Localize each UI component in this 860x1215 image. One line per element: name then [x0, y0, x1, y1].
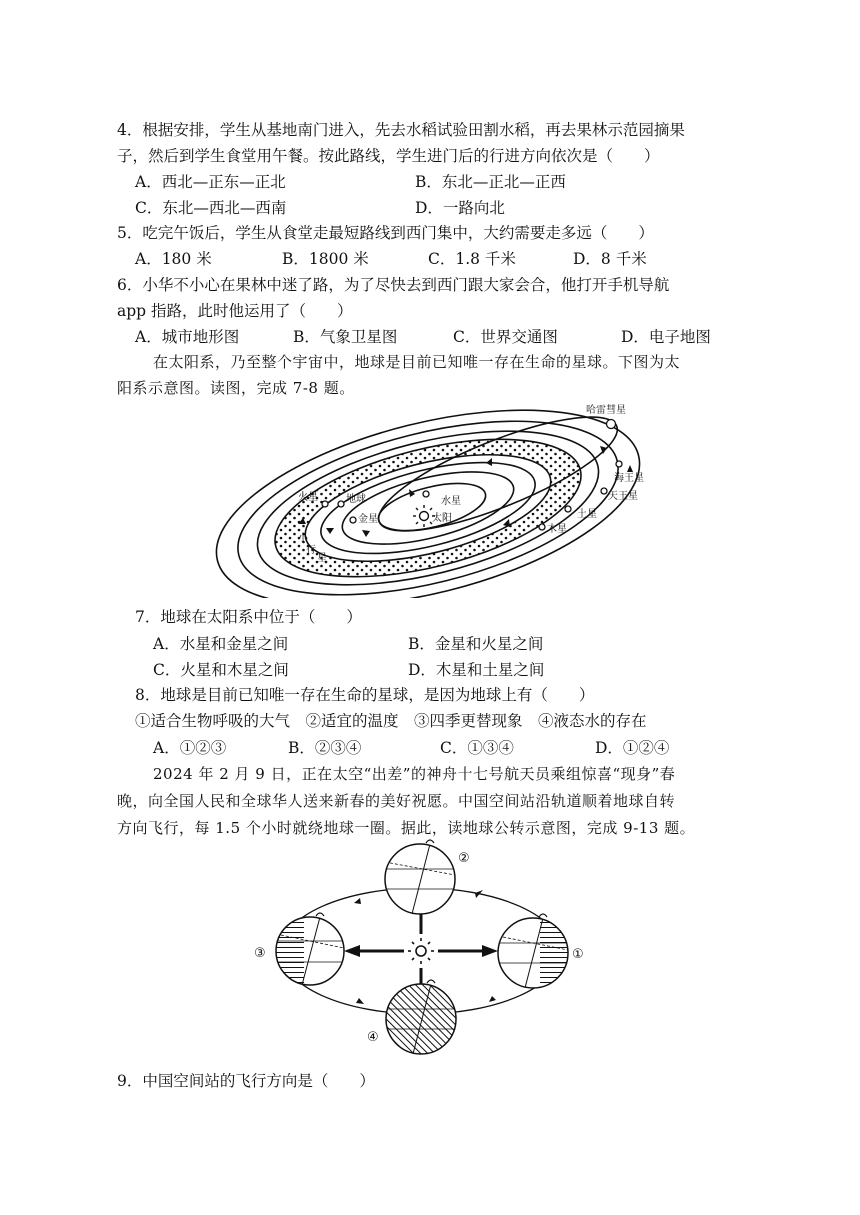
q6-option-b: B．气象卫星图 — [293, 328, 398, 346]
q7-option-a: A．水星和金星之间 — [153, 635, 289, 653]
label-jupiter: 木星 — [547, 524, 567, 535]
globe-position-1 — [498, 914, 568, 988]
label-earth: 地球 — [346, 494, 366, 505]
position-label-2: ② — [458, 851, 470, 866]
q4-stem-line1: 4．根据安排，学生从基地南门进入，先去水稻试验田割水稻，再去果林示范园摘果 — [117, 121, 685, 139]
label-asteroid-2: 行 — [306, 545, 316, 556]
orbit-arrow-icon — [489, 996, 496, 1002]
position-label-1: ① — [572, 947, 584, 962]
label-venus: 金星 — [358, 514, 378, 525]
orbit-arrow-icon — [356, 998, 364, 1004]
comet-halley-marker — [607, 420, 616, 429]
label-mercury: 水星 — [441, 496, 461, 507]
label-sun: 太阳 — [432, 513, 452, 524]
mercury-marker — [423, 491, 429, 497]
label-saturn: 土星 — [577, 509, 597, 520]
q9-stem: 9．中国空间站的飞行方向是（ ） — [117, 1072, 375, 1090]
label-neptune: 海王星 — [614, 473, 644, 484]
q8-items: ①适合生物呼吸的大气 ②适宜的温度 ③四季更替现象 ④液态水的存在 — [135, 712, 647, 730]
q6-option-d: D．电子地图 — [621, 328, 711, 346]
q7-stem: 7．地球在太阳系中位于（ ） — [135, 608, 362, 626]
position-label-4: ④ — [367, 1030, 379, 1045]
q7-option-c: C．火星和木星之间 — [153, 661, 289, 679]
solar-system-diagram — [210, 398, 660, 598]
q4-option-b: B．东北—正北—正西 — [415, 173, 566, 191]
q8-option-c: C．①③④ — [440, 739, 514, 757]
intro-9-13-line2: 晚，向全国人民和全球华人送来新春的美好祝愿。中国空间站沿轨道顺着地球自转 — [117, 792, 676, 810]
neptune-marker — [616, 461, 622, 467]
mars-marker — [322, 501, 328, 507]
intro-9-13-line3: 方向飞行，每 1.5 个小时就绕地球一圈。据此，读地球公转示意图，完成 9-13 题。 — [117, 819, 696, 837]
globe-position-2 — [385, 840, 455, 914]
q5-stem: 5．吃完午饭后，学生从食堂走最短路线到西门集中，大约需要走多远（ ） — [117, 224, 654, 242]
q4-option-c: C．东北—西北—西南 — [135, 199, 287, 217]
venus-marker — [350, 517, 356, 523]
globe-position-3 — [276, 913, 344, 985]
q7-option-d: D．木星和土星之间 — [408, 661, 545, 679]
label-asteroid-3: 星 — [317, 553, 327, 564]
asteroid-belt — [210, 398, 660, 598]
jupiter-marker — [539, 524, 545, 530]
sun-icon — [408, 938, 434, 964]
position-label-3: ③ — [254, 946, 266, 961]
q4-stem-line2: 子，然后到学生食堂用午餐。按此路线，学生进门后的行进方向依次是（ ） — [117, 147, 660, 165]
label-halley-comet: 哈雷彗星 — [586, 405, 626, 416]
q6-stem-line2: app 指路，此时他运用了（ ） — [117, 302, 353, 320]
q6-option-c: C．世界交通图 — [453, 328, 558, 346]
intro-7-8-line2: 阳系示意图。读图，完成 7-8 题。 — [117, 379, 355, 397]
saturn-marker — [565, 506, 571, 512]
orbit-arrow-icon — [354, 898, 361, 904]
label-uranus: 天王星 — [608, 491, 638, 502]
globe-position-4 — [386, 980, 456, 1054]
q4-option-d: D．一路向北 — [415, 199, 505, 217]
label-mars: 火星 — [298, 492, 318, 503]
intro-9-13-line1: 2024 年 2 月 9 日，正在太空“出差”的神舟十七号航天员乘组惊喜“现身”春 — [153, 765, 676, 783]
label-asteroid-1: 小 — [298, 533, 308, 544]
intro-7-8-line1: 在太阳系，乃至整个宇宙中，地球是目前已知唯一存在生命的星球。下图为太 — [153, 353, 681, 371]
q8-stem: 8．地球是目前已知唯一存在生命的星球，是因为地球上有（ ） — [135, 686, 595, 704]
q8-option-b: B．②③④ — [288, 739, 362, 757]
q8-option-a: A．①②③ — [153, 739, 227, 757]
q5-option-c: C．1.8 千米 — [428, 250, 516, 268]
q7-option-b: B．金星和火星之间 — [408, 635, 544, 653]
q5-option-d: D．8 千米 — [573, 250, 647, 268]
q6-stem-line1: 6．小华不小心在果林中迷了路，为了尽快去到西门跟大家会合，他打开手机导航 — [117, 276, 670, 294]
q4-option-a: A．西北—正东—正北 — [135, 173, 286, 191]
earth-revolution-diagram — [248, 838, 598, 1060]
q5-option-b: B．1800 米 — [282, 250, 369, 268]
q6-option-a: A．城市地形图 — [135, 328, 240, 346]
q5-option-a: A．180 米 — [135, 250, 212, 268]
q8-option-d: D．①②④ — [595, 739, 670, 757]
earth-marker — [338, 501, 344, 507]
uranus-marker — [601, 488, 607, 494]
